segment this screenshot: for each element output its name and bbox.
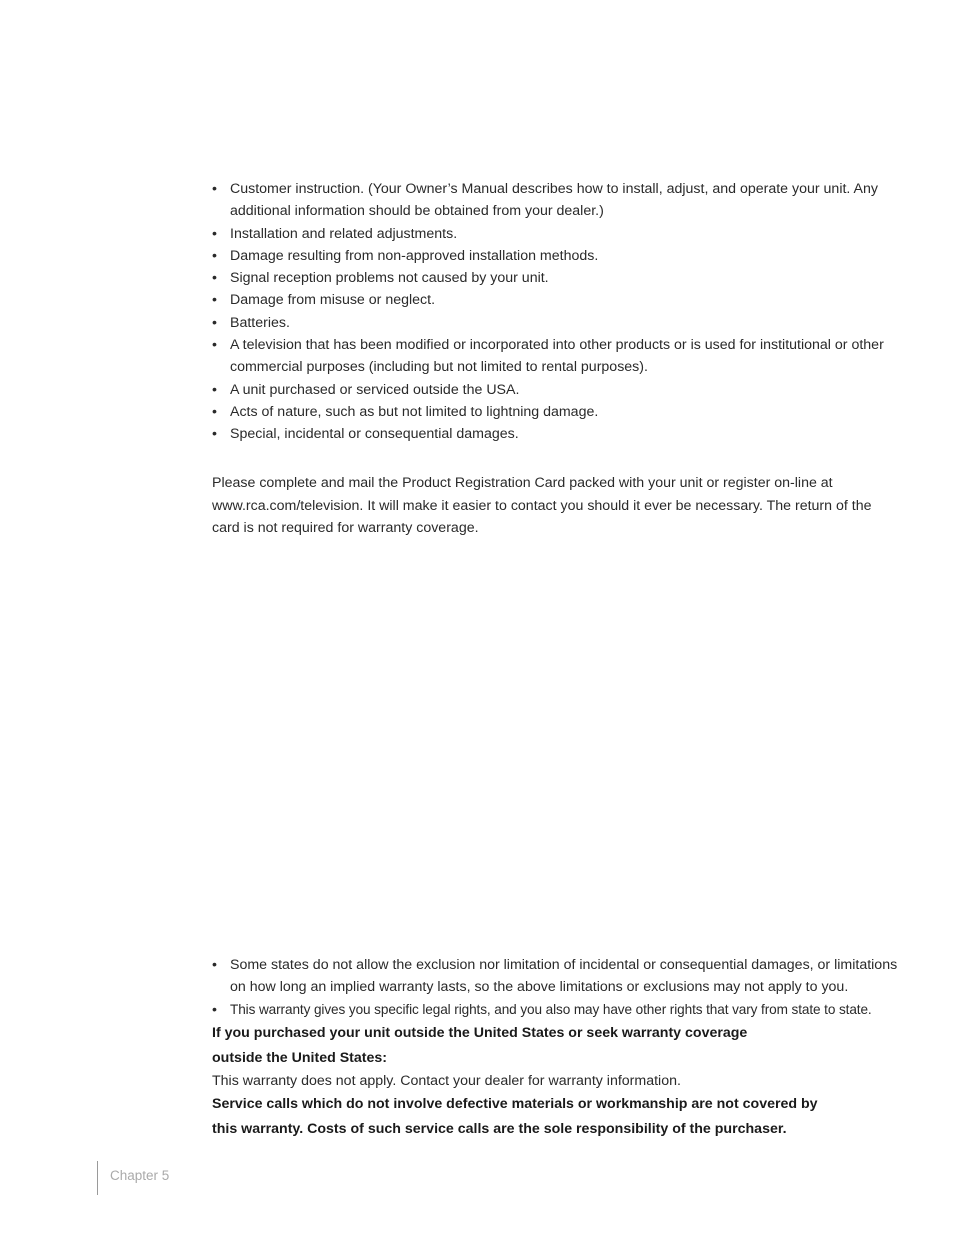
bullet-icon: • xyxy=(212,337,217,354)
registration-paragraph: Please complete and mail the Product Registration Card packed with your unit or register on-line at www.rca.com/television. It will make it easier to contact you should it ever be necessary. The return of the card is not required for warranty coverage. xyxy=(212,475,872,536)
bullet-icon: • xyxy=(212,225,217,242)
bullet-icon: • xyxy=(212,381,217,398)
list-item-text: A unit purchased or serviced outside the USA. xyxy=(230,381,520,398)
bullet-icon: • xyxy=(212,247,217,264)
bullet-icon: • xyxy=(212,1001,217,1018)
outside-us-heading: If you purchased your unit outside the United States or seek warranty coverage outside the United States: xyxy=(212,1025,748,1066)
list-item xyxy=(212,312,912,334)
list-item xyxy=(212,245,912,267)
list-item xyxy=(212,223,912,245)
bullet-icon: • xyxy=(212,270,217,287)
list-item-text: Installation and related adjustments. xyxy=(230,225,458,242)
list-item-text: Batteries. xyxy=(230,314,290,331)
list-item xyxy=(212,178,912,223)
list-item-text: Damage from misuse or neglect. xyxy=(230,292,436,309)
list-item-text: Acts of nature, such as but not limited to lightning damage. xyxy=(230,403,599,420)
outside-us-text: This warranty does not apply. Contact your dealer for warranty information. xyxy=(212,1073,681,1089)
list-item xyxy=(212,401,912,423)
list-item xyxy=(212,267,912,289)
service-calls-note: Service calls which do not involve defective materials or workmanship are not covered by this warranty. Costs of such service calls are the sole responsibility of the purchaser. xyxy=(212,1096,818,1137)
list-item xyxy=(212,423,912,445)
footer-divider xyxy=(97,1161,98,1195)
list-item xyxy=(212,334,912,379)
list-item-text: Customer instruction. (Your Owner’s Manual describes how to install, adjust, and operate your unit. Any additional information should be obtained from your dealer.) xyxy=(230,181,878,220)
bullet-icon: • xyxy=(212,957,217,973)
list-item xyxy=(212,954,912,999)
list-item xyxy=(212,379,912,401)
footer-chapter-label: Chapter 5 xyxy=(110,1168,170,1183)
bullet-icon: • xyxy=(212,292,217,309)
list-item-text: Damage resulting from non-approved installation methods. xyxy=(230,247,599,264)
list-item-text: A television that has been modified or incorporated into other products or is used for institutional or other commercial purposes (including but not limited to rental purposes). xyxy=(230,337,884,376)
list-item xyxy=(212,289,912,311)
list-item-text: Special, incidental or consequential damages. xyxy=(230,426,519,443)
bullet-icon: • xyxy=(212,181,217,197)
limitations-list xyxy=(212,954,912,1021)
list-item xyxy=(212,999,912,1021)
list-item-text: This warranty gives you specific legal rights, and you also may have other rights that vary from state to state. xyxy=(230,1001,872,1017)
bullet-icon: • xyxy=(212,314,217,331)
list-item-text: Signal reception problems not caused by your unit. xyxy=(230,270,549,287)
bullet-icon: • xyxy=(212,403,217,420)
list-item-text: Some states do not allow the exclusion nor limitation of incidental or consequential damages, or limitations on how long an implied warranty lasts, so the above limitations or exclusions may not apply to you. xyxy=(230,957,898,996)
bullet-icon: • xyxy=(212,426,217,443)
exclusions-list xyxy=(212,178,912,446)
